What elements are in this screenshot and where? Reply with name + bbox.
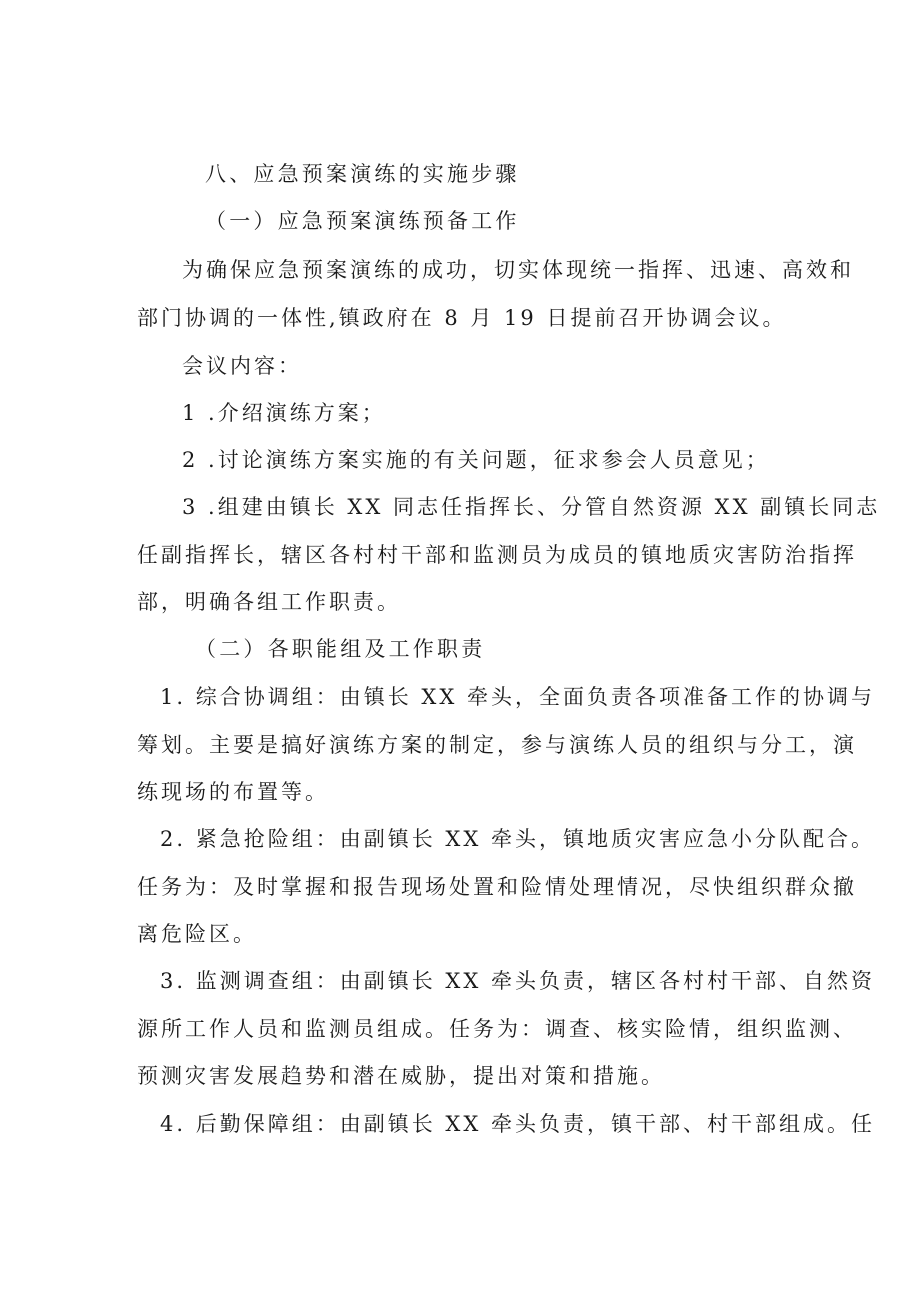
list-item: 1 .介绍演练方案； — [182, 401, 386, 425]
list-item: 1. 综合协调组：由镇长 XX 牵头，全面负责各项准备工作的协调与 — [160, 685, 875, 709]
paragraph-line: 源所工作人员和监测员组成。任务为：调查、核实险情，组织监测、 — [137, 1017, 857, 1041]
list-item: 2 .讨论演练方案实施的有关问题，征求参会人员意见； — [182, 448, 770, 472]
section-heading-8: 八、应急预案演练的实施步骤 — [205, 162, 520, 186]
paragraph-line: 预测灾害发展趋势和潜在威胁，提出对策和措施。 — [137, 1064, 665, 1088]
list-item: 3. 监测调查组：由副镇长 XX 牵头负责，辖区各村村干部、自然资 — [160, 969, 875, 993]
list-item: 4. 后勤保障组：由副镇长 XX 牵头负责，镇干部、村干部组成。任 — [160, 1112, 875, 1136]
paragraph-line: 筹划。主要是搞好演练方案的制定，参与演练人员的组织与分工，演 — [137, 733, 857, 757]
subsection-heading-2: （二）各职能组及工作职责 — [195, 637, 486, 661]
list-item: 2. 紧急抢险组：由副镇长 XX 牵头，镇地质灾害应急小分队配合。 — [160, 827, 875, 851]
paragraph-line: 为确保应急预案演练的成功，切实体现统一指挥、迅速、高效和 — [182, 258, 854, 282]
meeting-content-label: 会议内容： — [182, 354, 302, 378]
paragraph-line: 部门协调的一体性,镇政府在 8 月 19 日提前召开协调会议。 — [137, 306, 787, 330]
list-item: 3 .组建由镇长 XX 同志任指挥长、分管自然资源 XX 副镇长同志 — [182, 495, 881, 519]
paragraph-line: 离危险区。 — [137, 922, 257, 946]
subsection-heading-1: （一）应急预案演练预备工作 — [205, 209, 520, 233]
paragraph-line: 练现场的布置等。 — [137, 780, 329, 804]
paragraph-line: 部，明确各组工作职责。 — [137, 590, 401, 614]
paragraph-line: 任务为：及时掌握和报告现场处置和险情处理情况，尽快组织群众撤 — [137, 875, 857, 899]
paragraph-line: 任副指挥长，辖区各村村干部和监测员为成员的镇地质灾害防治指挥 — [137, 543, 857, 567]
